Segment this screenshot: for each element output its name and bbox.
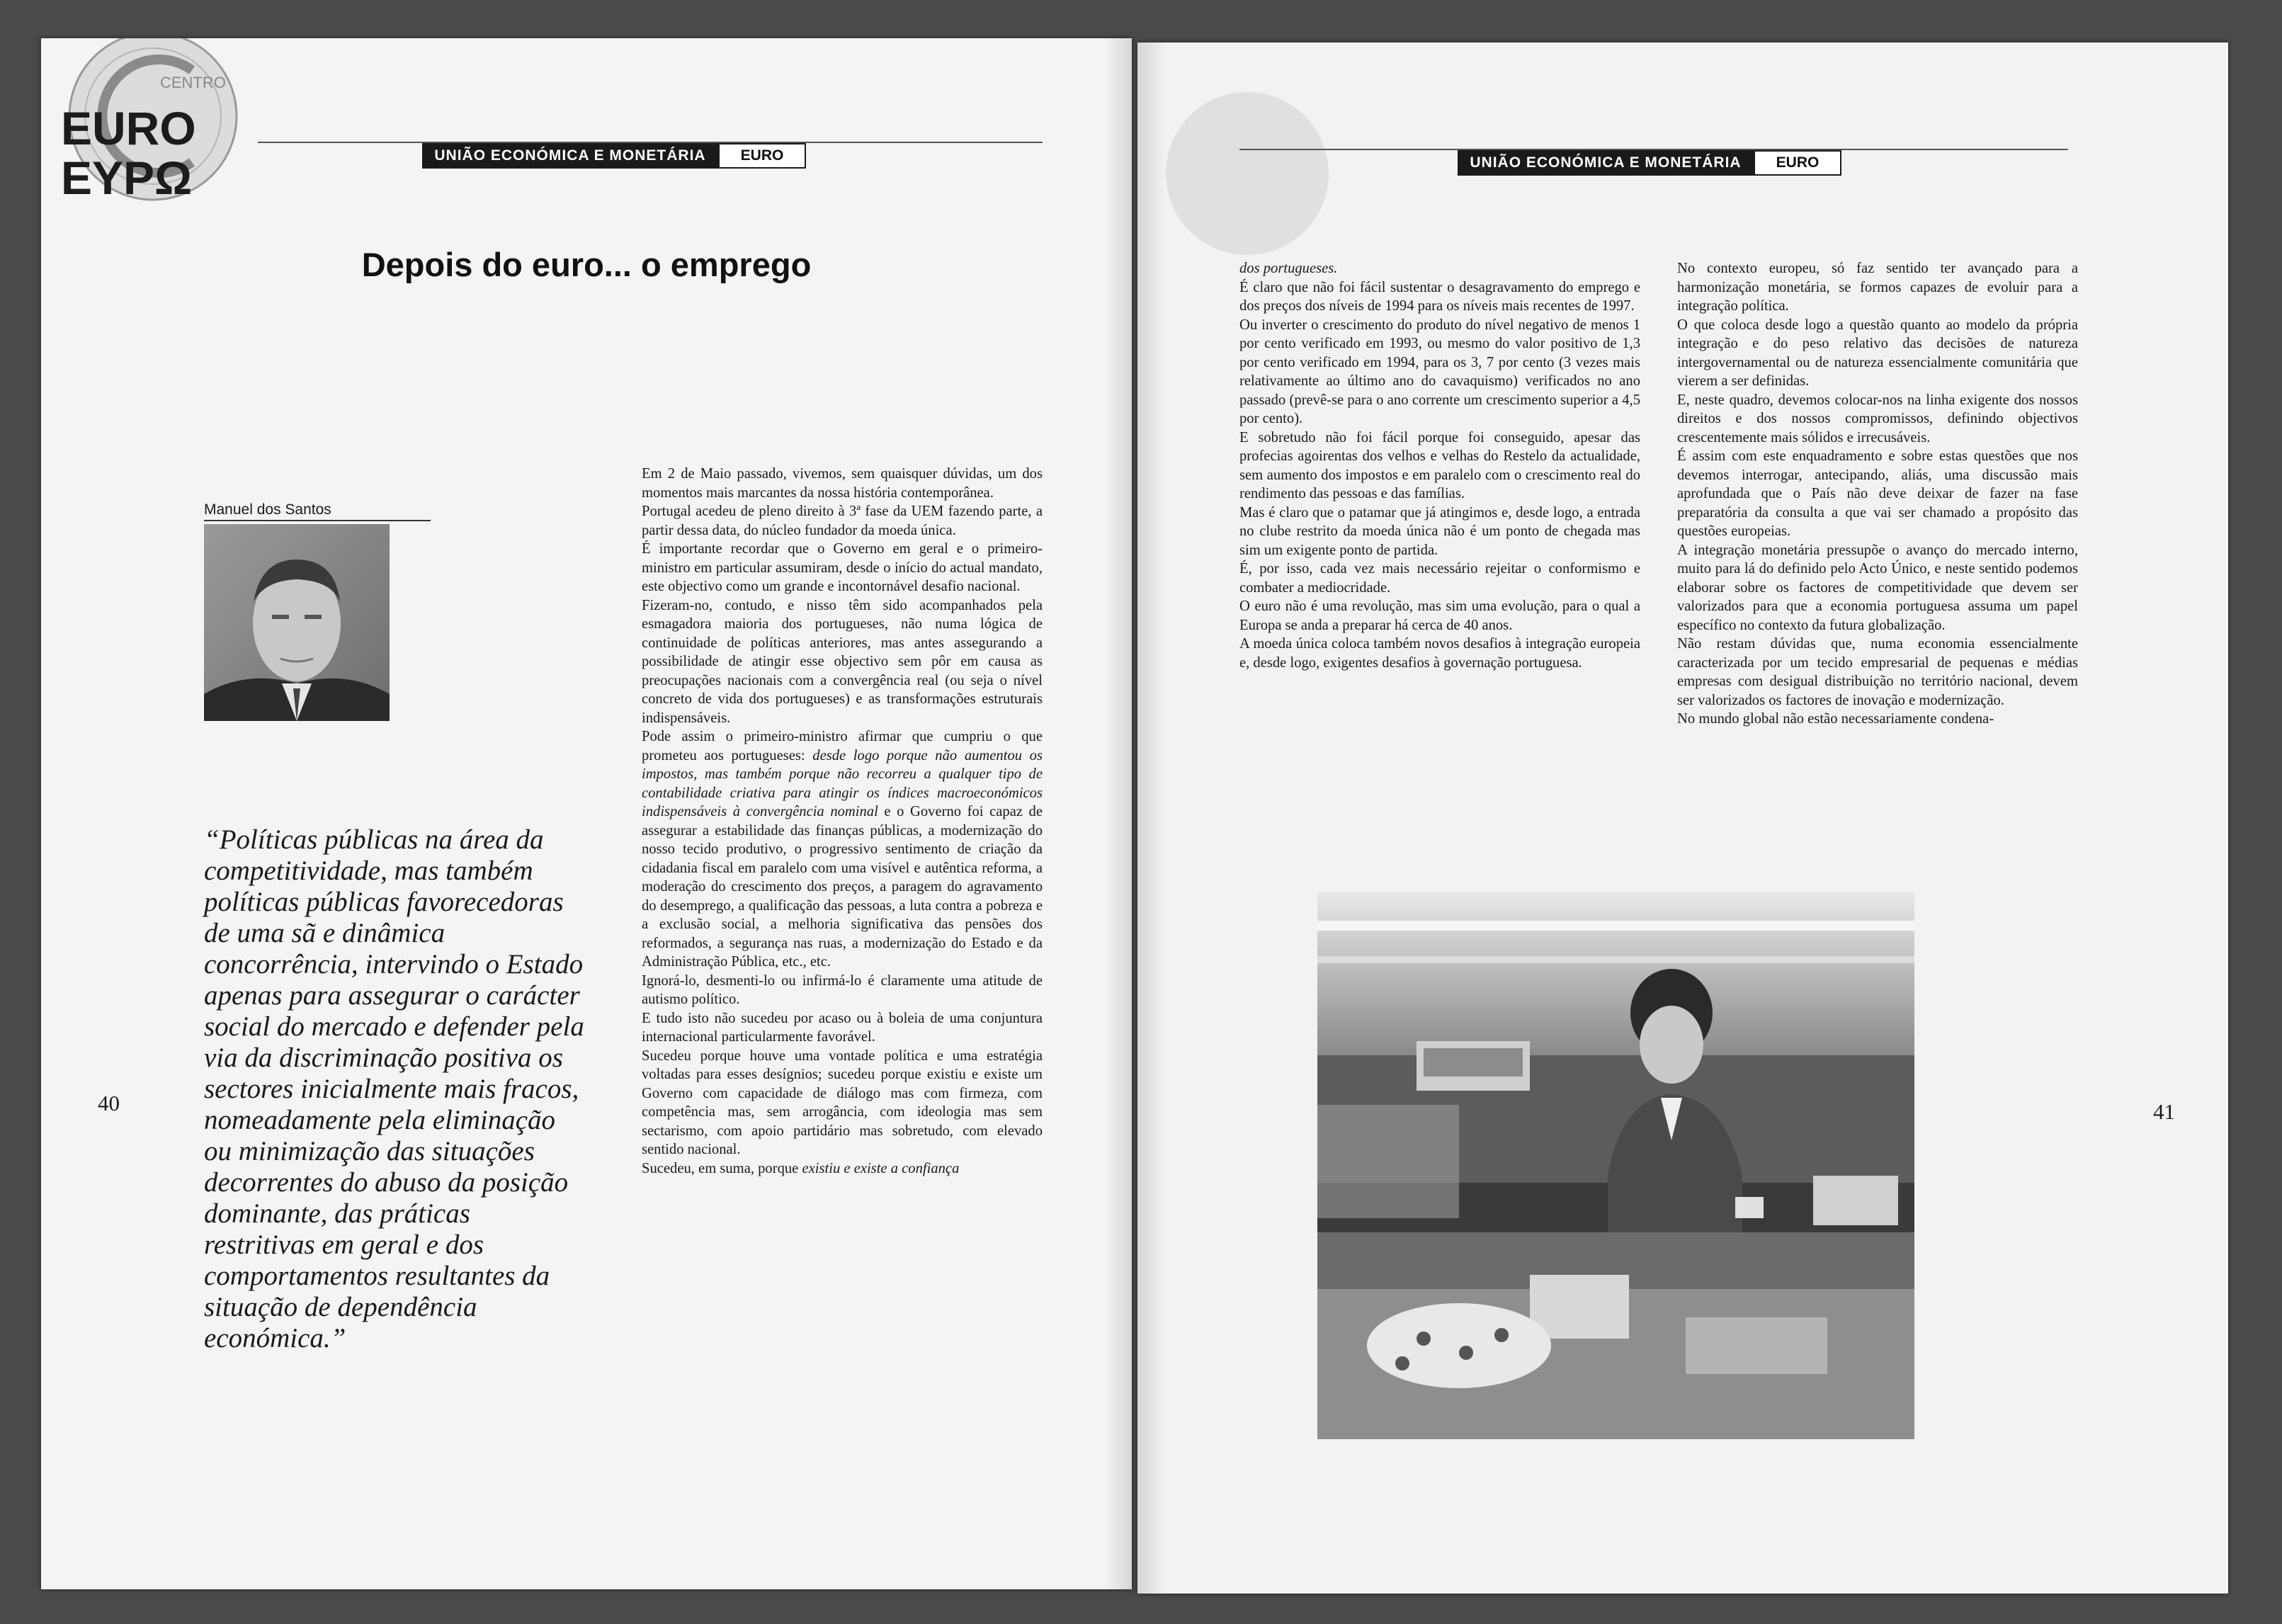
paragraph: Ou inverter o crescimento do produto do nível negativo de menos 1 por cento verificado em 1993, ou mesmo do valor positivo de 1,3 por cento verificado em 1994, para os 3, 7 por cento (3 vezes mais relativamente ao último ano do cavaquismo) verificados no ano passado (prevê-se para o ano corrente um crescimento superior a 4,5 por cento). [1239,317,1640,426]
section-header [1458,150,1841,176]
paragraph: Sucedeu porque houve uma vontade política e uma estratégia voltadas para esses desígnios; sucedeu porque existiu e existe um Governo com capacidade de diálogo mas com firmeza, com competência mas, sem arrogância, com ideologia mas sem sectarismo, com apoio partidário mas sobretudo, com elevado sentido nacional. [642,1047,1043,1157]
page-number: 40 [98,1091,120,1115]
italic-run: existiu e existe a confiança [802,1160,960,1176]
paragraph: dos portugueses. [1239,261,1338,276]
right-page [1137,42,2228,1594]
paragraph: No mundo global não estão necessariamente condena- [1677,711,1994,727]
supermarket-checkout-photo [1317,892,1914,1439]
right-column-1 [1239,259,1640,672]
paragraph: O que coloca desde logo a questão quanto ao modelo da própria integração e do peso relativo das decisões de natureza intergovernamental ou de natureza essencialmente comunitária que vierem a ser definidas. [1677,317,2078,389]
left-article-column [642,465,1043,1178]
paragraph: Ignorá-lo, desmenti-lo ou infirmá-lo é claramente uma atitude de autismo político. [642,972,1043,1007]
paragraph: A integração monetária pressupõe o avanço do mercado interno, muito para lá do definido pelo Acto Único, e neste sentido podemos elaborar sobre os factores de competitividade que devem ser valorizados para que a economia portuguesa assuma um papel específico no contexto da futura globalização. [1677,542,2078,633]
author-rule [204,520,431,521]
euro-logo [47,38,266,229]
paragraph: O euro não é uma revolução, mas sim uma evolução, para o qual a Europa se anda a preparar há cerca de 40 anos. [1239,598,1640,633]
paragraph: É assim com este enquadramento e sobre estas questões que nos devemos interrogar, antecipando, aliás, uma discussão mais aprofundada que o País não deve deixar de fazer na fase preparatória da consulta a que vai ser chamado a propósito das questões europeias. [1677,448,2078,539]
paragraph: E tudo isto não sucedeu por acaso ou à boleia de uma conjuntura internacional particularmente favorável. [642,1010,1043,1045]
logo-accent-text: CENTRO [160,74,226,91]
paragraph: É importante recordar que o Governo em geral e o primeiro-ministro em particular assumiram, desde o início do actual mandato, este objectivo como um grande e incontornável desafio nacional. [642,541,1043,594]
author-photo [204,524,390,721]
gutter-shadow [1137,42,1166,1594]
paragraph: Fizeram-no, contudo, e nisso têm sido acompanhados pela esmagadora maioria dos portugueses, não numa lógica de continuidade de políticas anteriores, mas antes assegurando a possibilidade de atingir esse objectivo sem pôr em causa as preocupações nacionais com a convergência real (ou seja o nível concreto de vida dos portugueses) e as transformações estruturais indispensáveis. [642,597,1043,726]
paragraph: É, por isso, cada vez mais necessário rejeitar o conformismo e combater a mediocridade. [1239,561,1640,596]
section-label: UNIÃO ECONÓMICA E MONETÁRIA [422,143,718,169]
italic-run: desde logo porque não aumentou os impostos, mas também porque não recorreu a qualquer tipo de contabilidade criativa para atingir os índices macroeconómicos indispensáveis à convergência nominal [642,747,1043,819]
text-run: e o Governo foi capaz de assegurar a estabilidade das finanças públicas, a modernização do nosso tecido produtivo, o progressivo sentimento de criação da cidadania fiscal em paralelo com uma visível e autêntica reforma, a moderação do crescimento dos preços, a paragem do agravamento do desemprego, a qualificação das pessoas, a luta contra a pobreza e a exclusão social, a melhoria significativa das pensões dos reformados, a segurança nas ruas, a modernização do Estado e da Administração Pública, etc., etc. [642,804,1043,970]
pull-quote: “Políticas públicas na área da competitividade, mas também políticas públicas favorecedoras de uma sã e dinâmica concorrência, intervindo o Estado apenas para assegurar o carácter social do mercado e defender pela via da discriminação positiva os sectores inicialmente mais fracos, nomeadamente pela eliminação ou minimização das situações decorrentes do abuso da posição dominante, das práticas restritivas em geral e dos comportamentos resultantes da situação de dependência económica.” [204,824,584,1353]
text-run: Pode assim o primeiro-ministro afirmar que cumpriu o que prometeu aos portugueses: [642,729,1043,763]
section-tag: EURO [718,143,806,169]
paragraph: E, neste quadro, devemos colocar-nos na linha exigente dos nossos direitos e dos nossos compromissos, definindo objectivos crescentemente mais sólidos e irrecusáveis. [1677,392,2078,445]
paragraph: No contexto europeu, só faz sentido ter avançado para a harmonização monetária, se formos capazes de evoluir para a integração política. [1677,261,2078,314]
right-column-2 [1677,259,2078,729]
paragraph [642,1159,1043,1179]
paragraph: E sobretudo não foi fácil porque foi conseguido, apesar das profecias agoirentas dos velhos e velhas do Restelo da actualidade, sem aumento dos impostos e em paralelo com o crescimento real do rendimento das pessoas e das famílias. [1239,429,1640,501]
logo-top-word: EURO [61,102,196,154]
paragraph: Em 2 de Maio passado, vivemos, sem quaisquer dúvidas, um dos momentos mais marcantes da nossa história contemporânea. [642,466,1043,501]
article-title: Depois do euro... o emprego [361,246,812,283]
logo-bottom-word: EYPΩ [61,152,192,204]
paragraph: Mas é claro que o patamar que já atingimos e, desde logo, a entrada no clube restrito da moeda única não é um ponto de chegada mas sim um exigente ponto de partida. [1239,504,1640,558]
paragraph: A moeda única coloca também novos desafios à integração europeia e, desde logo, exigentes desafios à governação portuguesa. [1239,636,1640,671]
paragraph: Não restam dúvidas que, numa economia essencialmente caracterizada por um tecido empresarial de pequenas e médias empresas com desigual distribuição no território nacional, devem ser valorizados os factores de inovação e modernização. [1677,636,2078,708]
author-name: Manuel dos Santos [204,501,331,518]
section-label: UNIÃO ECONÓMICA E MONETÁRIA [1458,150,1754,176]
left-page [41,38,1132,1589]
paragraph: Portugal acedeu de pleno direito à 3ª fase da UEM fazendo parte, a partir dessa data, do núcleo fundador da moeda única. [642,504,1043,538]
bleed-through-shape [1166,92,1329,255]
paragraph: É claro que não foi fácil sustentar o desagravamento do emprego e dos preços dos níveis de 1994 para os níveis mais recentes de 1997. [1239,279,1640,314]
text-run: Sucedeu, em suma, porque [642,1160,802,1176]
page-number: 41 [2153,1099,2175,1124]
section-tag: EURO [1754,150,1841,176]
section-header [422,143,806,169]
paragraph [642,727,1043,972]
